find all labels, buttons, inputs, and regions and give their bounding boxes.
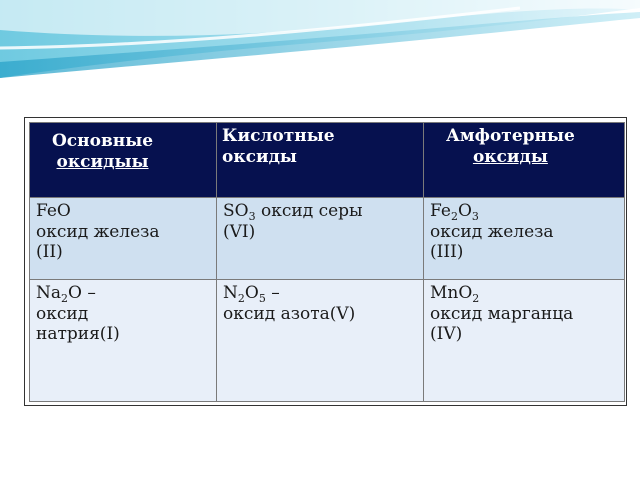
formula-line	[223, 283, 417, 304]
formula-part: MnO	[430, 283, 473, 303]
oxide-name-line: (VI)	[223, 221, 256, 242]
formula-part: Na	[36, 283, 62, 303]
formula-subscript: 5	[258, 292, 266, 305]
formula-part: O	[68, 283, 82, 303]
header-acidic-line2: оксиды	[222, 147, 297, 168]
cell-mno2	[424, 280, 625, 402]
formula-part: FeO	[36, 201, 71, 221]
formula-line	[430, 283, 618, 304]
formula-subscript: 3	[248, 210, 256, 223]
oxide-name-line: оксид железа	[430, 221, 554, 242]
formula-subscript: 2	[472, 292, 480, 305]
table-row	[30, 280, 625, 402]
oxide-name-line: натрия(I)	[36, 324, 120, 345]
cell-feo	[30, 198, 217, 280]
table-row	[30, 198, 625, 280]
header-acidic-oxides	[217, 123, 424, 198]
cell-fe2o3	[424, 198, 625, 280]
formula-trailing-text: –	[81, 283, 96, 303]
formula-line	[430, 201, 618, 222]
cell-so3	[217, 198, 424, 280]
formula-subscript: 2	[61, 292, 69, 305]
formula-subscript: 3	[471, 210, 479, 223]
formula-part: O	[457, 201, 472, 221]
header-amphoteric-line2: оксиды	[472, 147, 548, 168]
header-amphoteric-line1: Амфотерные	[446, 126, 575, 146]
formula-part: O	[244, 283, 259, 303]
header-basic-line1: Основные	[52, 131, 154, 151]
oxide-name-line: (III)	[430, 242, 464, 263]
formula-line	[36, 283, 210, 304]
oxide-name-line: (II)	[36, 242, 63, 263]
formula-line	[223, 201, 417, 222]
formula-line	[36, 201, 210, 222]
oxide-name-line: (IV)	[430, 324, 463, 345]
oxides-table-frame	[24, 117, 627, 406]
formula-part: Fe	[430, 201, 451, 221]
formula-subscript: 2	[450, 210, 458, 223]
decorative-swoosh	[0, 0, 640, 95]
oxide-name-line: оксид азота(V)	[223, 303, 356, 324]
oxide-name-line: оксид	[36, 303, 89, 324]
formula-part: SO	[223, 201, 249, 221]
header-basic-oxides	[30, 123, 217, 198]
formula-trailing-text: оксид серы	[255, 201, 363, 221]
header-row	[30, 123, 625, 198]
oxide-name-line: оксид марганца	[430, 303, 574, 324]
header-basic-line2: оксидыы	[56, 152, 149, 173]
formula-subscript: 2	[237, 292, 245, 305]
header-amphoteric-oxides	[424, 123, 625, 198]
oxide-name-line: оксид железа	[36, 221, 160, 242]
cell-n2o5	[217, 280, 424, 402]
formula-trailing-text: –	[265, 283, 280, 303]
formula-part: N	[223, 283, 238, 303]
oxides-table	[29, 122, 625, 402]
cell-na2o	[30, 280, 217, 402]
header-acidic-line1: Кислотные	[222, 126, 335, 146]
